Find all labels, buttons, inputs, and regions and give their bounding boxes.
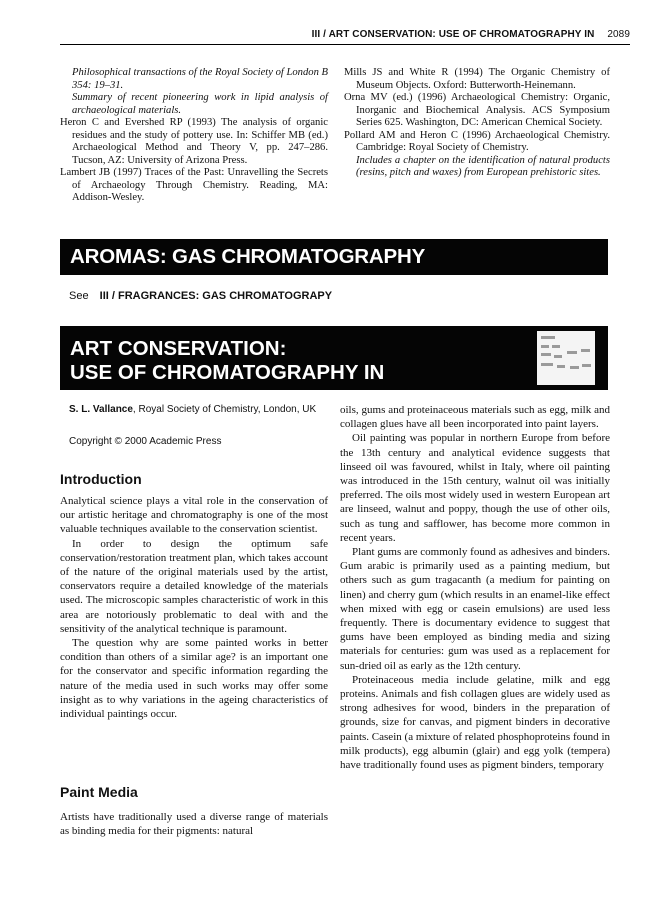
aromas-banner [60,239,608,275]
see-target-link[interactable]: III / FRAGRANCES: GAS CHROMATOGRAPY [99,290,333,302]
reference-note: Summary of recent pioneering work in lipid analysis of archaeological materials. [72,92,328,116]
reference-entry: Lambert JB (1997) Traces of the Past: Unravelling the Secrets of Archaeology Through Chemistry. Reading, MA: Addison-Wesley. [60,167,328,203]
header-rule [60,44,630,45]
article-title-banner [60,326,608,390]
article-title-line1: ART CONSERVATION: [70,337,287,360]
reference-continuation: Philosophical transactions of the Royal Society of London B 354: 19–31. [72,67,328,91]
reference-note: Includes a chapter on the identification of natural products (resins, pitch and waxes) from European prehistoric sites. [356,154,610,178]
paint-media-body [60,810,328,838]
references-right-column [344,67,610,180]
author-byline [69,403,329,417]
introduction-heading: Introduction [60,471,142,487]
introduction-body [60,494,328,721]
right-column-body [340,403,610,772]
body-paragraph: The question why are some painted works in better condition than others of a similar age? is an important one for the conservator and specific information regarding the nature of the media used in such works may offer some insight as to why variations in the ageing characteristics of individual paintings occur. [60,637,328,721]
running-head-title: III / ART CONSERVATION: USE OF CHROMATOGRAPHY IN [311,29,595,40]
reference-entry: Mills JS and White R (1994) The Organic Chemistry of Museum Objects. Oxford: Butterworth-Heinemann. [344,67,610,91]
body-paragraph: Analytical science plays a vital role in the conservation of our artistic heritage and chromatography is one of the most valuable techniques available to the conservation scientist. [60,495,328,536]
body-paragraph: Oil painting was popular in northern Europe from before the 13th century and analytical evidence suggests that linseed oil was favoured, whilst in Italy, where oil painting was introduced in the 15th century, walnut oil was initially preferred. The oils most widely used in western European art are linseed, walnut and poppy, though the use of other oils, such as tung and safflower, has become more common in recent years. [340,432,610,544]
author-affiliation: , Royal Society of Chemistry, London, UK [132,404,317,415]
paint-media-heading: Paint Media [60,784,138,800]
body-paragraph: Artists have traditionally used a diverse range of materials as binding media for their pigments: natural [60,811,328,838]
reference-entry: Orna MV (ed.) (1996) Archaeological Chemistry: Organic, Inorganic and Biochemical Analysis. ACS Symposium Series 625. Washington, DC: American Chemical Society. [344,92,610,128]
reference-entry: Heron C and Evershed RP (1993) The analysis of organic residues and the study of pottery use. In: Schiffer MB (ed.) Archaeological Method and Theory V, pp. 247–286. Tucson, AZ: University of Arizona Press. [60,117,328,166]
see-reference [69,290,332,302]
body-paragraph: Plant gums are commonly found as adhesives and binders. Gum arabic is primarily used as a painting medium, but others such as gum tragacanth (a medium for painting on linen) and cherry gum (which results in an enamel-like effect when mixed with egg or casein emulsions) are used less frequently. There is documentary evidence to suggest that gums have been employed as binding media and sizing materials for centuries: gum was used as a replacement for sun-dried oil as early as the 12th century. [340,546,610,672]
body-paragraph: Proteinaceous media include gelatine, milk and egg proteins. Animals and fish collagen glues are widely used as strong adhesives for wood, binders in the preparation of grounds, size for canvas, and pigment binders in decorative paints. Casein (a mixture of related phosphoproteins found in milk products), egg albumin (glair) and egg yolk (tempera) have traditionally found uses as pigment binders, temporary [340,673,610,772]
aromas-title: AROMAS: GAS CHROMATOGRAPHY [70,245,426,268]
article-title-line2: USE OF CHROMATOGRAPHY IN [70,361,385,384]
running-head [312,29,630,40]
copyright-notice: Copyright © 2000 Academic Press [69,436,222,447]
page-number: 2089 [607,29,630,40]
see-label: See [69,290,89,302]
body-paragraph: In order to design the optimum safe conservation/restoration treatment plan, which takes account of the nature of the original materials used by the artist, conservators require a detailed knowledge of the materials used. The microscopic samples characteristic of work in this area are notoriously problematic to deal with and the sensitivity of the analytical technique is paramount. [60,537,328,635]
references-left-column [60,67,328,205]
chromatogram-logo-icon [537,331,595,385]
author-name: S. L. Vallance [69,404,133,415]
body-paragraph: oils, gums and proteinaceous materials such as egg, milk and collagen glues have all been incorporated into paint layers. [340,404,610,431]
reference-entry: Pollard AM and Heron C (1996) Archaeological Chemistry. Cambridge: Royal Society of Chemistry. [344,129,610,153]
